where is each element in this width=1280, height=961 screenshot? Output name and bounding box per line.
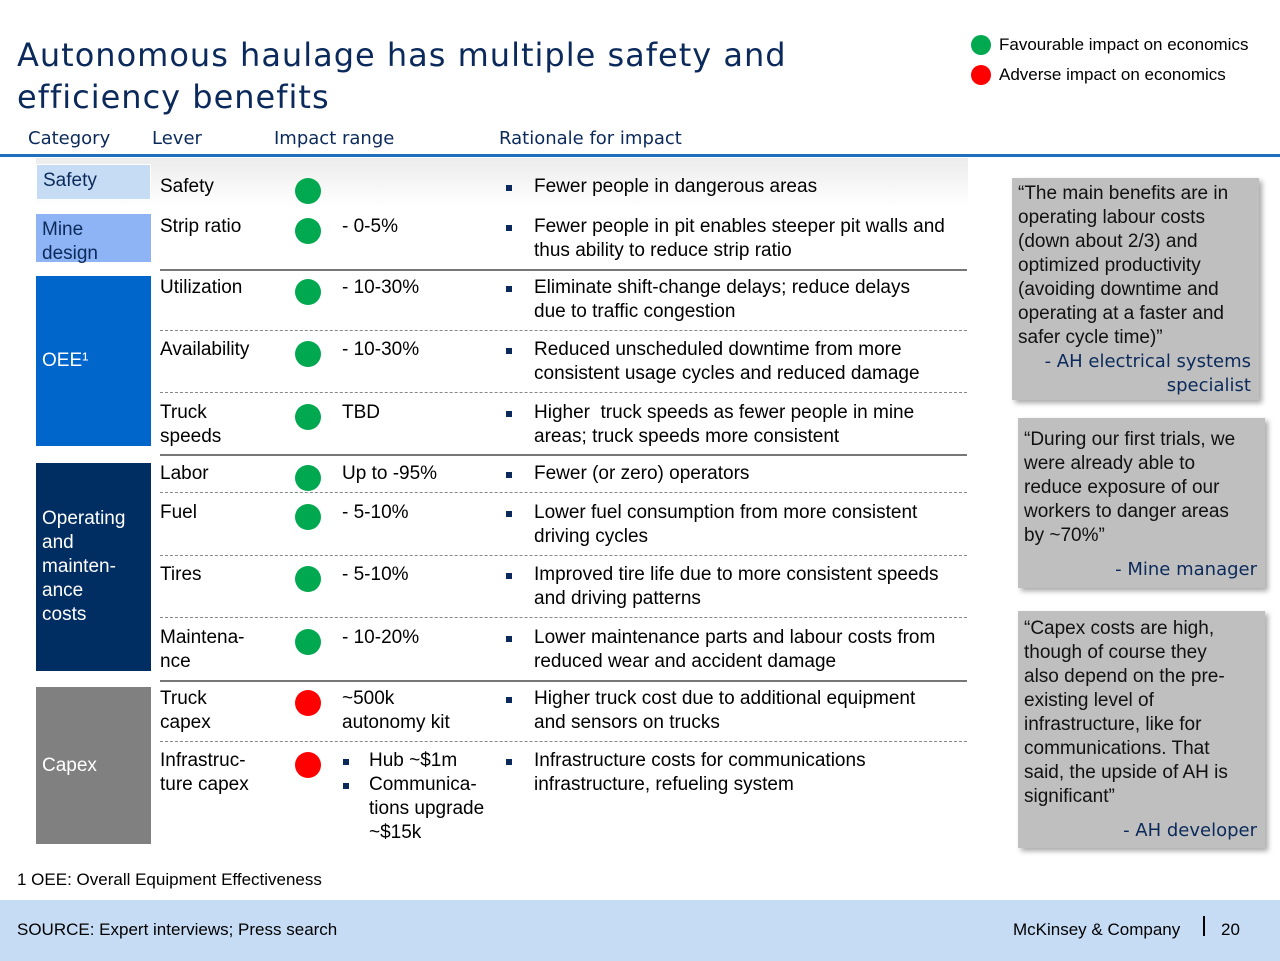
quote-line: workers to danger areas [1024, 501, 1229, 522]
quote-line: were already able to [1024, 453, 1196, 474]
rationale-line: and driving patterns [534, 588, 701, 609]
rationale-text [534, 749, 974, 797]
category-operating-line2: and [42, 532, 74, 553]
impact-range [342, 276, 502, 300]
separator [160, 680, 967, 682]
rationale-line: reduced wear and accident damage [534, 651, 837, 672]
rationale-text [534, 338, 974, 386]
quote-line: said, the upside of AH is [1024, 762, 1228, 783]
range-text: Communica- [369, 774, 477, 795]
rationale-line: Lower maintenance parts and labour costs from [534, 627, 936, 648]
lever-text: Tires [160, 564, 202, 585]
divider [1203, 916, 1205, 936]
bullet-icon [506, 472, 512, 478]
rationale-line: Fewer (or zero) operators [534, 463, 750, 484]
rationale-line: thus ability to reduce strip ratio [534, 240, 792, 261]
favourable-dot-icon [295, 566, 321, 592]
column-header-category: Category [28, 128, 111, 149]
lever-text: Fuel [160, 502, 197, 523]
lever-label [160, 338, 275, 362]
green-dot-icon [971, 35, 991, 55]
bullet-icon [506, 511, 512, 517]
bullet-icon [343, 783, 349, 789]
bullet-icon [506, 348, 512, 354]
column-header-impact: Impact range [274, 128, 395, 149]
range-text: Up to -95% [342, 463, 438, 484]
lever-text: capex [160, 712, 211, 733]
lever-text: Maintena- [160, 627, 245, 648]
category-operating-line3: mainten- [42, 556, 116, 577]
lever-label [160, 276, 275, 300]
impact-range [342, 401, 502, 425]
bullet-icon [506, 185, 512, 191]
favourable-dot-icon [295, 504, 321, 530]
lever-text: Strip ratio [160, 216, 242, 237]
lever-text: ture capex [160, 774, 249, 795]
quote-line: though of course they [1024, 642, 1207, 663]
range-text: - 0-5% [342, 216, 398, 237]
impact-range [342, 215, 502, 239]
quote-line: reduce exposure of our [1024, 477, 1220, 498]
category-operating-line1: Operating [42, 508, 126, 529]
rationale-line: Fewer people in pit enables steeper pit walls and [534, 216, 945, 237]
quote-source: - AH developer [1123, 820, 1257, 841]
lever-label [160, 563, 275, 587]
impact-range [369, 773, 529, 845]
lever-text: Truck [160, 688, 207, 709]
column-header-rationale: Rationale for impact [499, 128, 682, 149]
rationale-text [534, 501, 974, 549]
lever-label [160, 175, 275, 199]
category-capex [36, 687, 151, 844]
quote-line: safer cycle time)” [1018, 327, 1163, 348]
rationale-line: Reduced unscheduled downtime from more [534, 339, 902, 360]
quote-line: significant” [1024, 786, 1115, 807]
range-text: TBD [342, 402, 380, 423]
legend-favourable-label: Favourable impact on economics [999, 35, 1249, 54]
category-safety [36, 164, 151, 200]
rationale-line: Lower fuel consumption from more consistent [534, 502, 918, 523]
favourable-dot-icon [295, 279, 321, 305]
rationale-text [534, 626, 974, 674]
quote-line: operating at a faster and [1018, 303, 1224, 324]
quote-box [1012, 178, 1259, 400]
impact-range [342, 338, 502, 362]
rationale-line: Higher truck speeds as fewer people in mine [534, 402, 915, 423]
page-number: 20 [1221, 920, 1240, 939]
rationale-line: Higher truck cost due to additional equipment [534, 688, 916, 709]
range-text: - 5-10% [342, 564, 409, 585]
legend-favourable [971, 34, 1248, 56]
category-capex-label: Capex [42, 754, 97, 776]
rationale-line: due to traffic congestion [534, 301, 736, 322]
separator [160, 330, 967, 331]
quote-line: communications. That [1024, 738, 1210, 759]
quote-line: existing level of [1024, 690, 1154, 711]
lever-label [160, 749, 275, 797]
category-mine-design-line1: Mine [42, 219, 84, 240]
legend-adverse [971, 64, 1226, 86]
quote-line: by ~70%” [1024, 525, 1105, 546]
category-safety-label: Safety [43, 170, 97, 191]
quote-line: “Capex costs are high, [1024, 618, 1215, 639]
favourable-dot-icon [295, 404, 321, 430]
source-note: SOURCE: Expert interviews; Press search [17, 920, 338, 939]
range-text: Hub ~$1m [369, 750, 458, 771]
favourable-dot-icon [295, 465, 321, 491]
rationale-text [534, 276, 974, 324]
rationale-text [534, 687, 974, 735]
rationale-line: and sensors on trucks [534, 712, 720, 733]
range-text: - 10-20% [342, 627, 420, 648]
category-oee-label: OEE¹ [42, 350, 89, 371]
category-oee [36, 276, 151, 446]
rationale-text [534, 175, 974, 199]
rationale-line: areas; truck speeds more consistent [534, 426, 840, 447]
category-mine-design [36, 214, 151, 262]
quote-source: - AH electrical systems [1044, 351, 1251, 372]
title-line-2: efficiency benefits [17, 78, 330, 116]
lever-label [160, 215, 275, 239]
rationale-line: driving cycles [534, 526, 649, 547]
range-text: tions upgrade [369, 798, 485, 819]
impact-range [342, 626, 502, 650]
range-text: ~500k [342, 688, 395, 709]
separator [160, 617, 967, 618]
quote-line: operating labour costs [1018, 207, 1205, 228]
quote-line: “During our first trials, we [1024, 429, 1236, 450]
lever-label [160, 462, 275, 486]
favourable-dot-icon [295, 341, 321, 367]
title-line-1: Autonomous haulage has multiple safety and [17, 36, 787, 74]
impact-range [369, 749, 529, 773]
lever-label [160, 401, 275, 449]
impact-range [342, 462, 502, 486]
rationale-line: infrastructure, refueling system [534, 774, 794, 795]
range-text: - 10-30% [342, 339, 420, 360]
lever-text: speeds [160, 426, 222, 447]
rationale-line: consistent usage cycles and reduced damage [534, 363, 920, 384]
range-text: autonomy kit [342, 712, 450, 733]
red-dot-icon [971, 65, 991, 85]
bullet-icon [506, 636, 512, 642]
adverse-dot-icon [295, 752, 321, 778]
rationale-line: Infrastructure costs for communications [534, 750, 866, 771]
quote-line: (down about 2/3) and [1018, 231, 1198, 252]
bullet-icon [343, 759, 349, 765]
header-rule [0, 154, 1280, 157]
category-operating-line4: ance [42, 580, 84, 601]
quote-line: also depend on the pre- [1024, 666, 1225, 687]
quote-source: - Mine manager [1115, 559, 1257, 580]
impact-range [342, 687, 502, 735]
quote-source: specialist [1166, 375, 1251, 396]
quote-box [1018, 611, 1265, 848]
rationale-text [534, 215, 974, 263]
range-text: - 10-30% [342, 277, 420, 298]
separator [160, 392, 967, 393]
rationale-line: Eliminate shift-change delays; reduce delays [534, 277, 910, 298]
page-title [17, 34, 917, 118]
quote-box [1018, 418, 1265, 588]
favourable-dot-icon [295, 178, 321, 204]
separator [160, 454, 967, 456]
favourable-dot-icon [295, 629, 321, 655]
column-header-lever: Lever [152, 128, 202, 149]
category-operating-line5: costs [42, 604, 87, 625]
bullet-icon [506, 411, 512, 417]
category-operating-costs [36, 463, 151, 671]
rationale-line: Improved tire life due to more consistent speeds [534, 564, 939, 585]
lever-text: Truck [160, 402, 207, 423]
impact-range [342, 501, 502, 525]
quote-line: (avoiding downtime and [1018, 279, 1219, 300]
quote-line: optimized productivity [1018, 255, 1201, 276]
separator [160, 492, 967, 493]
rationale-text [534, 563, 974, 611]
quote-line: infrastructure, like for [1024, 714, 1202, 735]
category-mine-design-line2: design [42, 243, 98, 264]
separator [160, 269, 967, 271]
legend-adverse-label: Adverse impact on economics [999, 65, 1226, 84]
rationale-text [534, 401, 974, 449]
lever-text: Availability [160, 339, 250, 360]
bullet-icon [506, 225, 512, 231]
adverse-dot-icon [295, 690, 321, 716]
range-text: - 5-10% [342, 502, 409, 523]
range-text: ~$15k [369, 822, 422, 843]
bullet-icon [506, 573, 512, 579]
quote-line: “The main benefits are in [1018, 183, 1229, 204]
lever-text: Safety [160, 176, 214, 197]
lever-text: Labor [160, 463, 209, 484]
brand-name: McKinsey & Company [1013, 920, 1181, 939]
favourable-dot-icon [295, 218, 321, 244]
lever-text: Utilization [160, 277, 243, 298]
lever-label [160, 687, 275, 735]
lever-label [160, 626, 275, 674]
lever-text: Infrastruc- [160, 750, 246, 771]
separator [160, 741, 967, 742]
lever-label [160, 501, 275, 525]
bullet-icon [506, 697, 512, 703]
lever-text: nce [160, 651, 191, 672]
bullet-icon [506, 759, 512, 765]
separator [160, 555, 967, 556]
footnote: 1 OEE: Overall Equipment Effectiveness [17, 870, 322, 889]
bullet-icon [506, 286, 512, 292]
rationale-line: Fewer people in dangerous areas [534, 176, 818, 197]
rationale-text [534, 462, 974, 486]
impact-range [342, 563, 502, 587]
